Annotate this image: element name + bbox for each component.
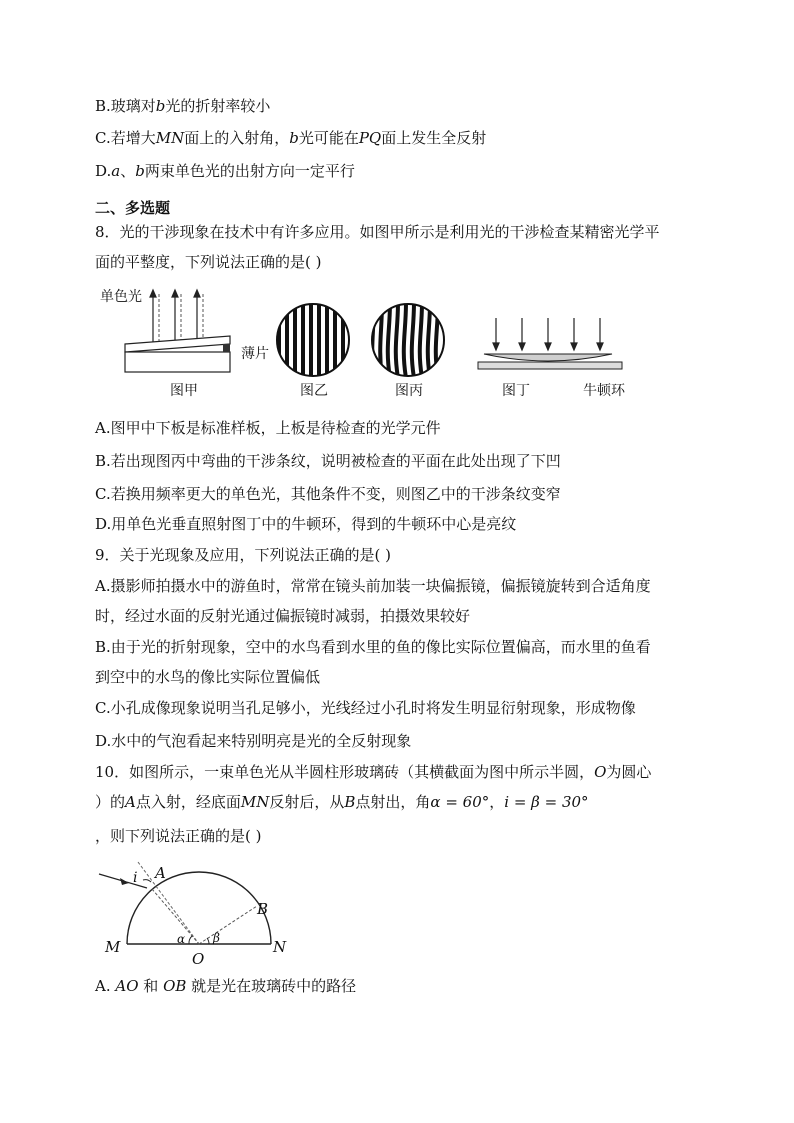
q7-optc-pq: PQ [358, 129, 382, 147]
q10-stem2-a: A [125, 793, 136, 811]
q7-option-d [95, 161, 355, 181]
q7-optc-b: b [289, 129, 299, 147]
q7-optd-sep: 、 [120, 162, 136, 180]
convex-lens [484, 354, 612, 361]
q7-optc-mid: 面上的入射角， [184, 129, 290, 147]
q9-option-a-line2: 时，经过水面的反射光通过偏振镜时减弱，拍摄效果较好 [95, 607, 471, 625]
top-plate [125, 336, 230, 352]
caption-fig-ding: 图丁 [502, 383, 530, 399]
q8-option-b: B.若出现图丙中弯曲的干涉条纹，说明被检查的平面在此处出现了下凹 [95, 452, 561, 470]
q10-stem2-mid2: 反射后，从 [269, 793, 345, 811]
q9-option-c: C.小孔成像现象说明当孔足够小，光线经过小孔时将发生明显衍射现象，形成物像 [95, 699, 636, 717]
q9-option-b-line2: 到空中的水鸟的像比实际位置偏低 [95, 668, 321, 686]
q10-opta-ob: OB [163, 977, 187, 995]
q10-stem2-sep: ， [489, 793, 505, 811]
q10-stem1-o: O [594, 763, 607, 781]
q7-optc-post: 面上发生全反射 [381, 129, 487, 147]
q10-stem-line3: ，则下列说法正确的是( ) [95, 827, 262, 845]
label-b: B [257, 900, 269, 918]
q8-stem-line2: 面的平整度，下列说法正确的是( ) [95, 253, 322, 271]
q10-figure [95, 858, 295, 968]
label-alpha: α [177, 932, 186, 946]
q10-opta-pre: A. [95, 977, 116, 995]
q9-stem: 9．关于光现象及应用，下列说法正确的是( ) [95, 546, 392, 564]
label-n: N [273, 938, 287, 956]
q10-stem2-mid3: 点射出，角 [355, 793, 431, 811]
caption-fig-yi: 图乙 [300, 383, 328, 399]
q10-stem1-pre: 10．如图所示，一束单色光从半圆柱形玻璃砖（其横截面为图中所示半圆， [95, 763, 595, 781]
q10-stem2-b: B [344, 793, 356, 811]
q10-stem2-mid: 点入射，经底面 [135, 793, 241, 811]
q8-figure-yi [275, 302, 351, 378]
arrowhead-icon [120, 878, 129, 885]
arrowhead-icon [150, 290, 156, 297]
normal-at-a [138, 862, 199, 944]
q10-opta-mid: 和 [138, 977, 164, 995]
beta-arc [207, 938, 209, 944]
q7-optb-var: b [155, 97, 166, 115]
arrowhead-icon [172, 290, 178, 297]
q8-figure-bing [370, 302, 446, 378]
q7-optd-a: a [111, 162, 121, 180]
q7-optd-post: 两束单色光的出射方向一定平行 [144, 162, 355, 180]
q10-option-a [95, 976, 356, 996]
q8-option-a: A.图甲中下板是标准样板，上板是待检查的光学元件 [95, 419, 441, 437]
q9-option-b-line1: B.由于光的折射现象，空中的水鸟看到水里的鱼的像比实际位置偏高，而水里的鱼看 [95, 638, 651, 656]
arrowhead-icon [194, 290, 200, 297]
i-arc [143, 880, 151, 882]
q8-stem-line1: 8．光的干涉现象在技术中有许多应用。如图甲所示是利用光的干涉检查某精密光学平 [95, 223, 660, 241]
q10-opta-post: 就是光在玻璃砖中的路径 [186, 977, 357, 995]
semicircle-arc [127, 872, 271, 944]
q7-optb-text-post: 光的折射率较小 [165, 97, 271, 115]
q10-stem2-pre: ）的 [95, 793, 126, 811]
thin-sheet [223, 344, 230, 352]
label-m: M [105, 938, 121, 956]
q10-stem2-ib: i = β = 30° [504, 793, 589, 811]
q10-stem-line2 [95, 792, 589, 812]
q8-option-d: D.用单色光垂直照射图丁中的牛顿环，得到的牛顿环中心是亮纹 [95, 515, 517, 533]
q7-optd-b: b [135, 162, 145, 180]
q8-figure-ding [470, 316, 630, 372]
q10-opta-ao: AO [115, 977, 139, 995]
caption-fig-bing: 图丙 [395, 383, 423, 399]
q10-stem-line1 [95, 762, 651, 782]
ray-a-to-o [152, 889, 199, 944]
q7-option-c [95, 128, 486, 148]
q7-optb-text-pre: B.玻璃对 [95, 97, 156, 115]
label-a: A [155, 864, 166, 882]
caption-newton-ring: 牛顿环 [583, 383, 625, 399]
q7-optc-mid2: 光可能在 [298, 129, 359, 147]
bottom-plate [125, 352, 230, 372]
section-heading: 二、多选题 [95, 199, 171, 217]
label-thin-sheet: 薄片 [241, 346, 269, 362]
q10-stem1-post: 为圆心 [606, 763, 652, 781]
q7-optc-mn: MN [155, 129, 185, 147]
q7-optc-pre: C.若增大 [95, 129, 156, 147]
q9-option-a-line1: A.摄影师拍摄水中的游鱼时，常常在镜头前加装一块偏振镜，偏振镜旋转到合适角度 [95, 577, 651, 595]
label-i: i [133, 870, 138, 886]
label-o: O [192, 950, 205, 968]
q8-option-c: C.若换用频率更大的单色光，其他条件不变，则图乙中的干涉条纹变窄 [95, 485, 561, 503]
q10-stem2-alpha: α = 60° [430, 793, 490, 811]
q10-stem2-mn: MN [240, 793, 270, 811]
alpha-arc [189, 936, 192, 944]
caption-fig-jia: 图甲 [170, 383, 198, 399]
q9-option-d: D.水中的气泡看起来特别明亮是光的全反射现象 [95, 732, 412, 750]
q7-optd-pre: D. [95, 162, 112, 180]
label-beta: β [213, 931, 220, 945]
flat-glass-plate [478, 362, 622, 369]
q7-option-b [95, 96, 270, 116]
label-mono-light: 单色光 [100, 289, 142, 305]
